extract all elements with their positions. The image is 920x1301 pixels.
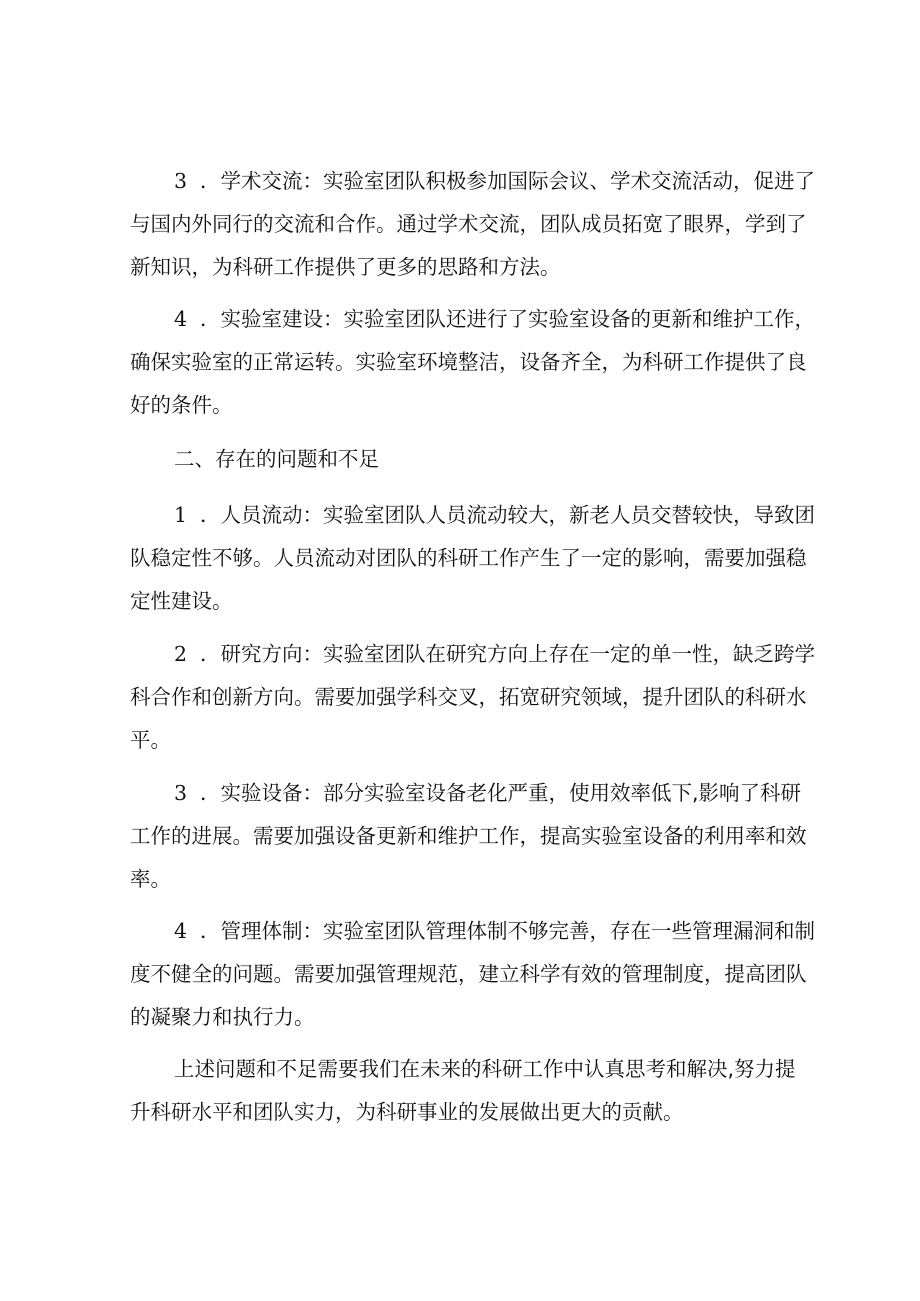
paragraph-line: 的凝聚力和执行力。 [130, 1005, 315, 1029]
paragraph-line: 率。 [130, 867, 171, 891]
paragraph-line: 科合作和创新方向。需要加强学科交叉，拓宽研究领域，提升团队的科研水 [130, 685, 807, 709]
item-number: 3 [174, 781, 188, 805]
paragraph-line: 定性建设。 [130, 589, 233, 613]
section-heading-text: 二、存在的问题和不足 [174, 447, 379, 471]
line-text: ．人员流动：实验室团队人员流动较大，新老人员交替较快，导致团 [200, 503, 815, 527]
item-number: 4 [174, 919, 188, 943]
paragraph-line: 与国内外同行的交流和合作。通过学术交流，团队成员拓宽了眼界，学到了 [130, 212, 807, 236]
section-heading [130, 438, 795, 481]
paragraph-line [130, 298, 815, 341]
paragraph-lab-construction [130, 298, 815, 427]
line-text: ．管理体制：实验室团队管理体制不够完善，存在一些管理漏洞和制 [200, 919, 815, 943]
paragraph-management-system [130, 910, 815, 1039]
paragraph-line: 上述问题和不足需要我们在未来的科研工作中认真思考和解决,努力提 [174, 1057, 796, 1081]
item-number: 2 [174, 642, 188, 666]
line-text: ．研究方向：实验室团队在研究方向上存在一定的单一性，缺乏跨学 [200, 642, 815, 666]
item-number: 3 [174, 169, 188, 193]
paragraph-staff-turnover [130, 494, 815, 623]
line-text: ．实验设备：部分实验室设备老化严重，使用效率低下,影响了科研 [200, 781, 802, 805]
paragraph-academic-exchange [130, 160, 815, 289]
paragraph-line [130, 910, 815, 953]
paragraph-lab-equipment [130, 772, 807, 901]
paragraph-line: 度不健全的问题。需要加强管理规范，建立科学有效的管理制度，提高团队 [130, 962, 807, 986]
paragraph-line: 新知识，为科研工作提供了更多的思路和方法。 [130, 255, 561, 279]
item-number: 4 [174, 307, 188, 331]
paragraph-line [130, 772, 802, 815]
paragraph-research-direction [130, 633, 815, 762]
item-number: 1 [174, 503, 188, 527]
line-text: ．实验室建设：实验室团队还进行了实验室设备的更新和维护工作， [200, 307, 815, 331]
paragraph-line [130, 160, 815, 203]
paragraph-line: 好的条件。 [130, 393, 233, 417]
paragraph-line [130, 633, 815, 676]
paragraph-line: 确保实验室的正常运转。实验室环境整洁，设备齐全，为科研工作提供了良 [130, 350, 807, 374]
paragraph-line: 队稳定性不够。人员流动对团队的科研工作产生了一定的影响，需要加强稳 [130, 546, 807, 570]
line-text: ．学术交流：实验室团队积极参加国际会议、学术交流活动，促进了 [200, 169, 815, 193]
paragraph-line [130, 494, 815, 537]
paragraph-conclusion [130, 1048, 795, 1134]
paragraph-line: 升科研水平和团队实力，为科研事业的发展做出更大的贡献。 [130, 1100, 684, 1124]
paragraph-line: 平。 [130, 728, 171, 752]
paragraph-line: 工作的进展。需要加强设备更新和维护工作，提高实验室设备的利用率和效 [130, 824, 807, 848]
